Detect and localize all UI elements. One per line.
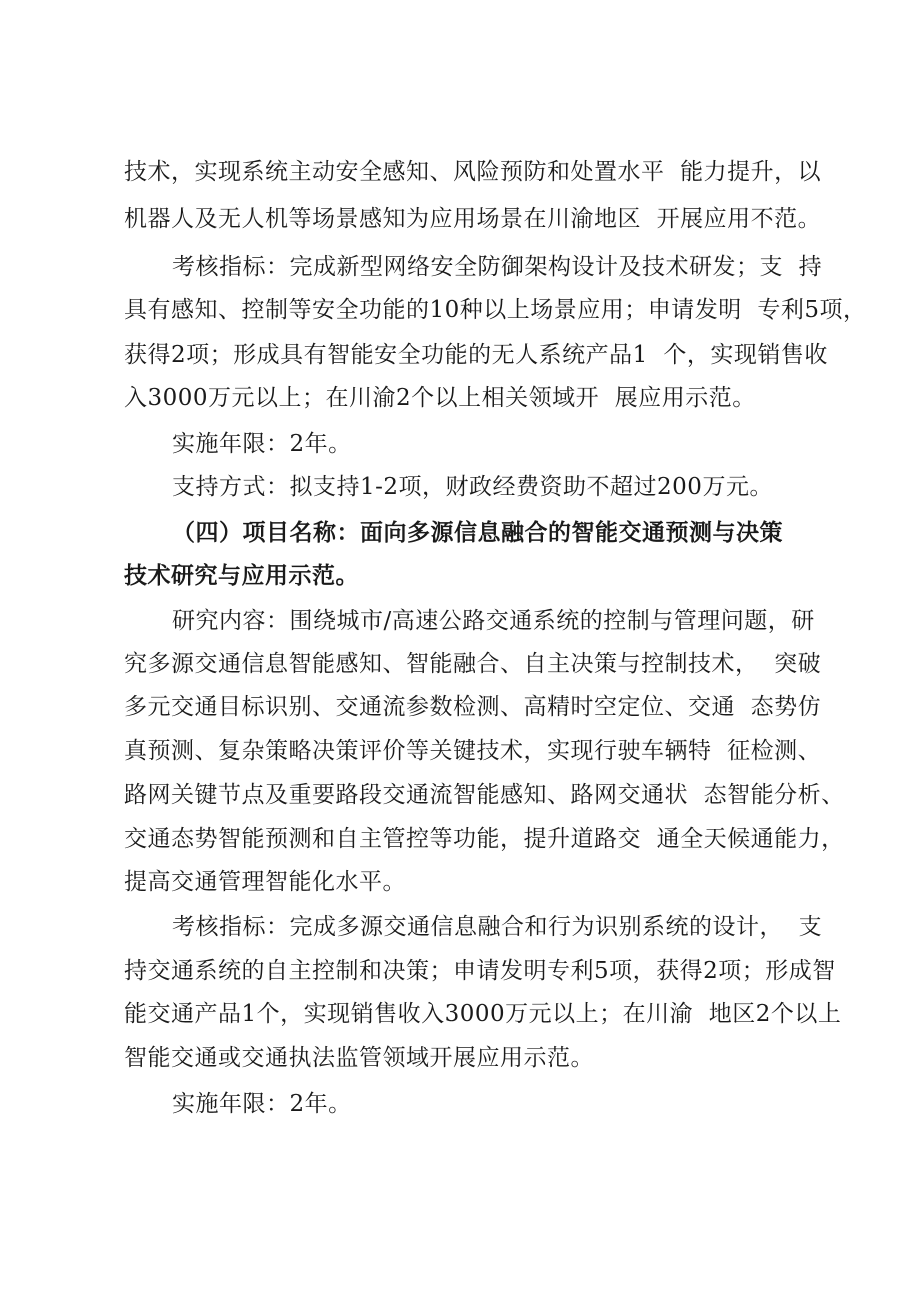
text-line-1: 技术，实现系统主动安全感知、风险预防和处置水平 能力提升，以: [124, 159, 822, 185]
text-line-15: 路网关键节点及重要路段交通流智能感知、路网交通状 态智能分析、: [124, 782, 845, 808]
text-line-18: 考核指标：完成多源交通信息融合和行为识别系统的设计， 支: [172, 914, 823, 940]
text-line-4: 具有感知、控制等安全功能的10种以上场景应用；申请发明 专利5项，: [124, 297, 867, 323]
text-line-5: 获得2项；形成具有智能安全功能的无人系统产品1 个，实现销售收: [124, 342, 828, 368]
text-line-17: 提高交通管理智能化水平。: [124, 869, 406, 895]
text-line-6: 入3000万元以上；在川渝2个以上相关领域开 展应用示范。: [124, 385, 756, 411]
text-line-11: 研究内容：围绕城市/高速公路交通系统的控制与管理问题，研: [172, 608, 815, 634]
text-line-20: 能交通产品1个，实现销售收入3000万元以上；在川渝 地区2个以上: [124, 1001, 842, 1027]
text-line-16: 交通态势智能预测和自主管控等功能，提升道路交 通全天候通能力，: [124, 826, 845, 852]
text-line-7: 实施年限：2年。: [172, 431, 352, 457]
text-line-12: 究多源交通信息智能感知、智能融合、自主决策与控制技术， 突破: [124, 651, 822, 677]
text-line-3: 考核指标：完成新型网络安全防御架构设计及技术研发；支 持: [172, 254, 823, 280]
text-line-19: 持交通系统的自主控制和决策；申请发明专利5项，获得2项；形成智: [124, 958, 836, 984]
text-line-13: 多元交通目标识别、交通流参数检测、高精时空定位、交通 态势仿: [124, 694, 822, 720]
text-line-8: 支持方式：拟支持1-2项，财政经费资助不超过200万元。: [172, 474, 773, 500]
text-line-14: 真预测、复杂策略决策评价等关键技术，实现行驶车辆特 征检测、: [124, 738, 822, 764]
text-line-21: 智能交通或交通执法监管领域开展应用示范。: [124, 1045, 594, 1071]
text-line-2: 机器人及无人机等场景感知为应用场景在川渝地区 开展应用不范。: [124, 206, 822, 232]
text-line-22: 实施年限：2年。: [172, 1091, 352, 1117]
section-heading-line-2: 技术研究与应用示范。: [124, 562, 359, 589]
section-heading-line-1: （四）项目名称：面向多源信息融合的智能交通预测与决策: [172, 519, 783, 546]
